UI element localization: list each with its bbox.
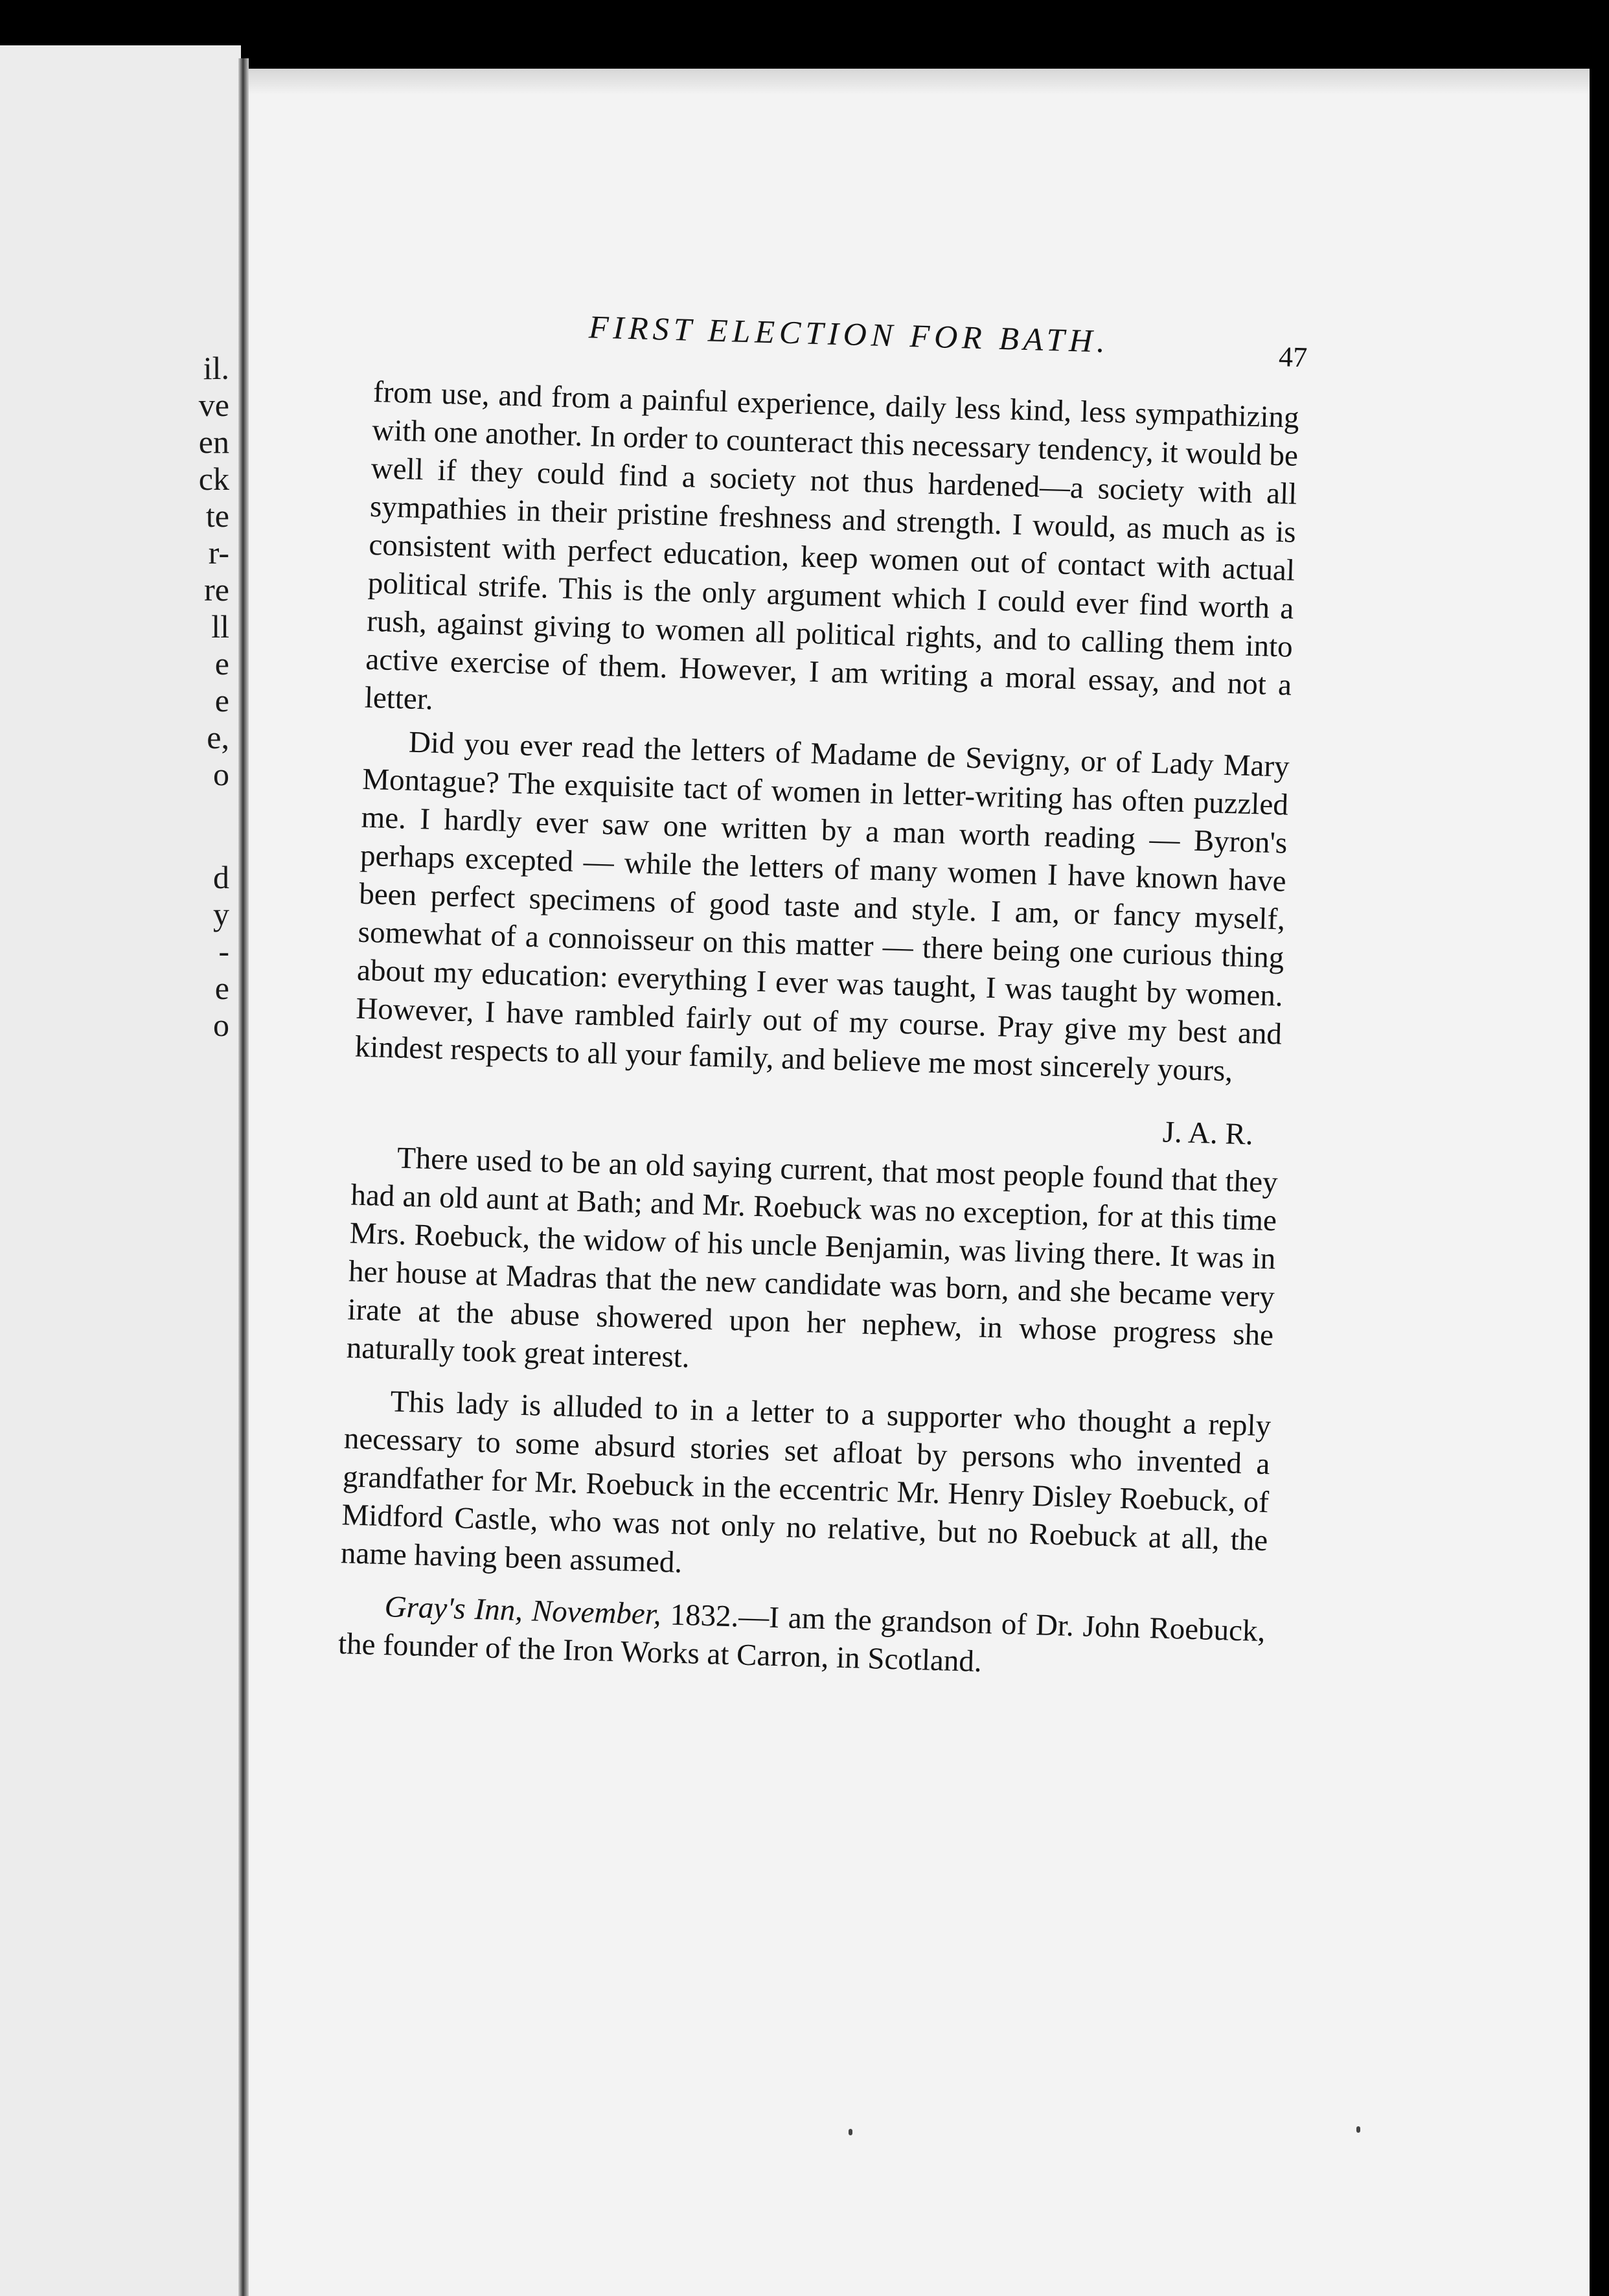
book-page xyxy=(249,69,1590,2296)
letter-paragraph: from use, and from a painful experience, daily less kind, less sympathizing with one another. In order to counteract this necessary tendency, it would be well if they could find a society not thus hardened—a society with all sympathies in their pristine freshness and strength. I would, as much as is consistent with perfect education, keep women out of contact with actual political strife. This is the only argument which I could ever find worth a rush, against giving to women all political rights, and to calling them into active exercise of them. However, I am writing a moral essay, and not a letter. xyxy=(364,374,1300,717)
narrative-paragraph: There used to be an old saying current, that most people found that they had an old aunt at Bath; and Mr. Roebuck was no exception, for at this time Mrs. Roebuck, the widow of his uncle Benjamin, was living there. It was in her house at Madras that the new candidate was born, and she became very irate at the abuse showered upon her nephew, in whose progress she naturally took great interest. xyxy=(346,1141,1279,1375)
page-number: 47 xyxy=(1278,340,1308,374)
fragment-line: r- xyxy=(208,534,229,571)
fragment-line: re xyxy=(204,571,229,608)
fragment-line: - xyxy=(218,933,229,969)
fragment-line: e, xyxy=(207,719,229,755)
letter-signature: J. A. R. xyxy=(1162,1115,1254,1152)
page-text-block xyxy=(337,302,1308,1689)
fragment-line: d xyxy=(213,859,229,895)
fragment-line: il. xyxy=(203,350,229,386)
fragment-line: o xyxy=(213,1007,229,1043)
fragment-line: o xyxy=(213,756,229,792)
facing-page-left xyxy=(0,45,241,2296)
facing-page-text-fragments xyxy=(184,350,229,1044)
running-title: FIRST ELECTION FOR BATH. xyxy=(588,308,1110,360)
letter-excerpt-paragraph xyxy=(337,1587,1266,1689)
letter-excerpt-text: 1832.—I am the grandson of Dr. John Roebuck, the founder of the Iron Works at Carron, in Scotland. xyxy=(337,1598,1266,1679)
scan-speck xyxy=(1356,2126,1360,2133)
scan-speck xyxy=(849,2129,852,2135)
fragment-line: ve xyxy=(198,387,229,423)
fragment-line: ck xyxy=(198,461,229,497)
fragment-line: e xyxy=(214,970,229,1006)
fragment-line: en xyxy=(198,424,229,460)
letter-dateline: Gray's Inn, November, xyxy=(384,1590,662,1632)
fragment-line: te xyxy=(205,498,229,534)
fragment-line: e xyxy=(214,645,229,682)
fragment-line xyxy=(184,793,229,859)
fragment-line: ll xyxy=(211,608,229,645)
book-gutter xyxy=(238,58,249,2296)
fragment-line: y xyxy=(213,896,229,932)
fragment-line: e xyxy=(214,682,229,718)
narrative-paragraph: This lady is alluded to in a letter to a supporter who thought a reply necessary to some absurd stories set afloat by persons who invented a grandfather for Mr. Roebuck in the eccentric Mr. Henry Disley Roebuck, of Midford Castle, who was not only no relative, but no Roebuck at all, the name having been assumed. xyxy=(340,1384,1272,1579)
letter-paragraph: Did you ever read the letters of Madame de Sevigny, or of Lady Mary Montague? The exquisite tact of women in letter-writing has often puzzled me. I hardly ever saw one written by a man worth reading — Byron's perhaps excepted — while the letters of many women I have known have been perfect specimens of good taste and style. I am, or fancy myself, somewhat of a connoisseur on this matter — there being one curious thing about my education: everything I ever was taught, I was taught by women. However, I have rambled fairly out of my course. Pray give my best and kindest respects to all your family, and believe me most sincerely yours, xyxy=(354,725,1290,1088)
